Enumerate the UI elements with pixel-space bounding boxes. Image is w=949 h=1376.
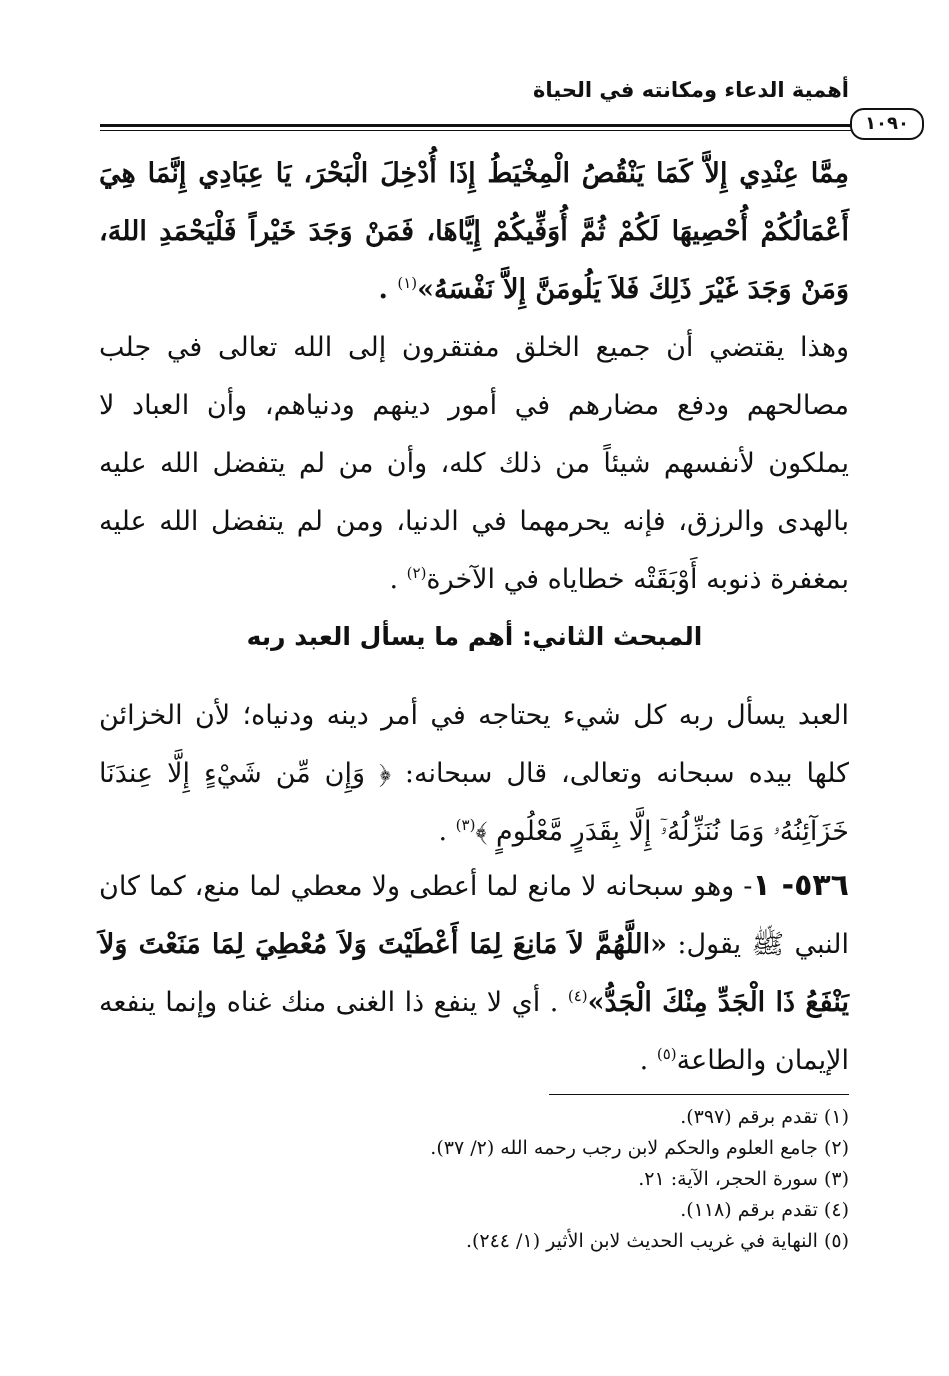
paragraph-text: وهذا يقتضي أن جميع الخلق مفتقرون إلى الله تعالى في جلب مصالحهم ودفع مضارهم في أمور دينهم ودنياهم، وأن العباد لا يملكون لأنفسهم شيئاً من ذلك كله، وأن من لم يتفضل الله عليه بالهدى والرزق، فإنه يحرمهما في الدنيا، ومن لم يتفضل الله عليه بمغفرة ذنوبه أَوْبَقَتْه خطاياه في الآخرة xyxy=(99,332,849,595)
paragraph-text-continued: . أي لا ينفع ذا الغنى منك غناه وإنما ينفعه الإيمان والطاعة xyxy=(99,987,849,1076)
footnote-ref-2: (٢) xyxy=(406,564,427,582)
header-rule-thin xyxy=(100,130,852,131)
section-title: المبحث الثاني: أهم ما يسأل العبد ربه xyxy=(246,622,703,651)
hadith-text: «اللَّهُمَّ لاَ مَانِعَ لِمَا أَعْطَيْتَ وَلاَ مُعْطِيَ لِمَا مَنَعْتَ وَلاَ يَنْفَعُ ذَا الْجَدِّ مِنْكَ الْجَدُّ» xyxy=(99,929,850,1018)
footnote-3: (٣) سورة الحجر، الآية: ٢١. xyxy=(638,1168,849,1190)
running-header: أهمية الدعاء ومكانته في الحياة xyxy=(533,78,849,102)
hadith-end: . xyxy=(378,274,398,305)
footnote-ref-1: (١) xyxy=(397,274,418,292)
paragraph-explanation xyxy=(99,319,849,609)
footnote-4: (٤) تقدم برقم (١١٨). xyxy=(680,1199,849,1221)
hadith-text: مِمَّا عِنْدِي إِلاَّ كَمَا يَنْقُصُ الْمِخْيَطُ إِذَا أُدْخِلَ الْبَحْرَ، يَا عِبَادِي إِنَّمَا هِيَ أَعْمَالُكُمْ أُحْصِيهَا لَكُمْ ثُمَّ أُوَفِّيكُمْ إِيَّاهَا، فَمَنْ وَجَدَ خَيْراً فَلْيَحْمَدِ اللهَ، وَمَنْ وَجَدَ غَيْرَ ذَلِكَ فَلاَ يَلُومَنَّ إِلاَّ نَفْسَهُ» xyxy=(99,158,849,305)
paragraph-text: العبد يسأل ربه كل شيء يحتاجه في أمر دينه ودنياه؛ لأن الخزائن كلها بيده سبحانه وتعالى، قال سبحانه: xyxy=(99,700,850,789)
paragraph-end: . xyxy=(438,816,456,847)
quran-verse: ﴿ وَإِن مِّن شَيْءٍ إِلَّا عِندَنَا خَزَآئِنُهُۥ وَمَا نُنَزِّلُهُۥٓ إِلَّا بِقَدَرٍ مَّعْلُومٍ ﴾ xyxy=(99,758,849,847)
footnote-ref-3: (٣) xyxy=(455,816,476,834)
header-rule xyxy=(100,124,852,127)
hadith-number: ٥٣٦- ١ xyxy=(752,868,849,903)
footnote-5: (٥) النهاية في غريب الحديث لابن الأثير (١/ ٢٤٤). xyxy=(465,1230,849,1252)
footnote-ref-4: (٤) xyxy=(567,987,588,1005)
footnotes xyxy=(99,1102,849,1257)
footnote-1: (١) تقدم برقم (٣٩٧). xyxy=(680,1106,849,1128)
page-number: ١٠٩٠ xyxy=(850,108,924,140)
paragraph-hadith-536 xyxy=(99,857,849,1090)
paragraph-text: - وهو سبحانه لا مانع لما أعطى ولا معطي لما منع، كما كان النبي ﷺ يقول: xyxy=(99,871,849,960)
paragraph-treasures xyxy=(99,687,849,861)
footnote-ref-5: (٥) xyxy=(656,1045,677,1063)
paragraph-end: . xyxy=(389,564,407,595)
footnote-separator xyxy=(549,1094,849,1095)
hadith-continuation xyxy=(99,145,849,319)
footnote-2: (٢) جامع العلوم والحكم لابن رجب رحمه الله (٢/ ٣٧). xyxy=(430,1137,849,1159)
paragraph-end: . xyxy=(639,1045,657,1076)
